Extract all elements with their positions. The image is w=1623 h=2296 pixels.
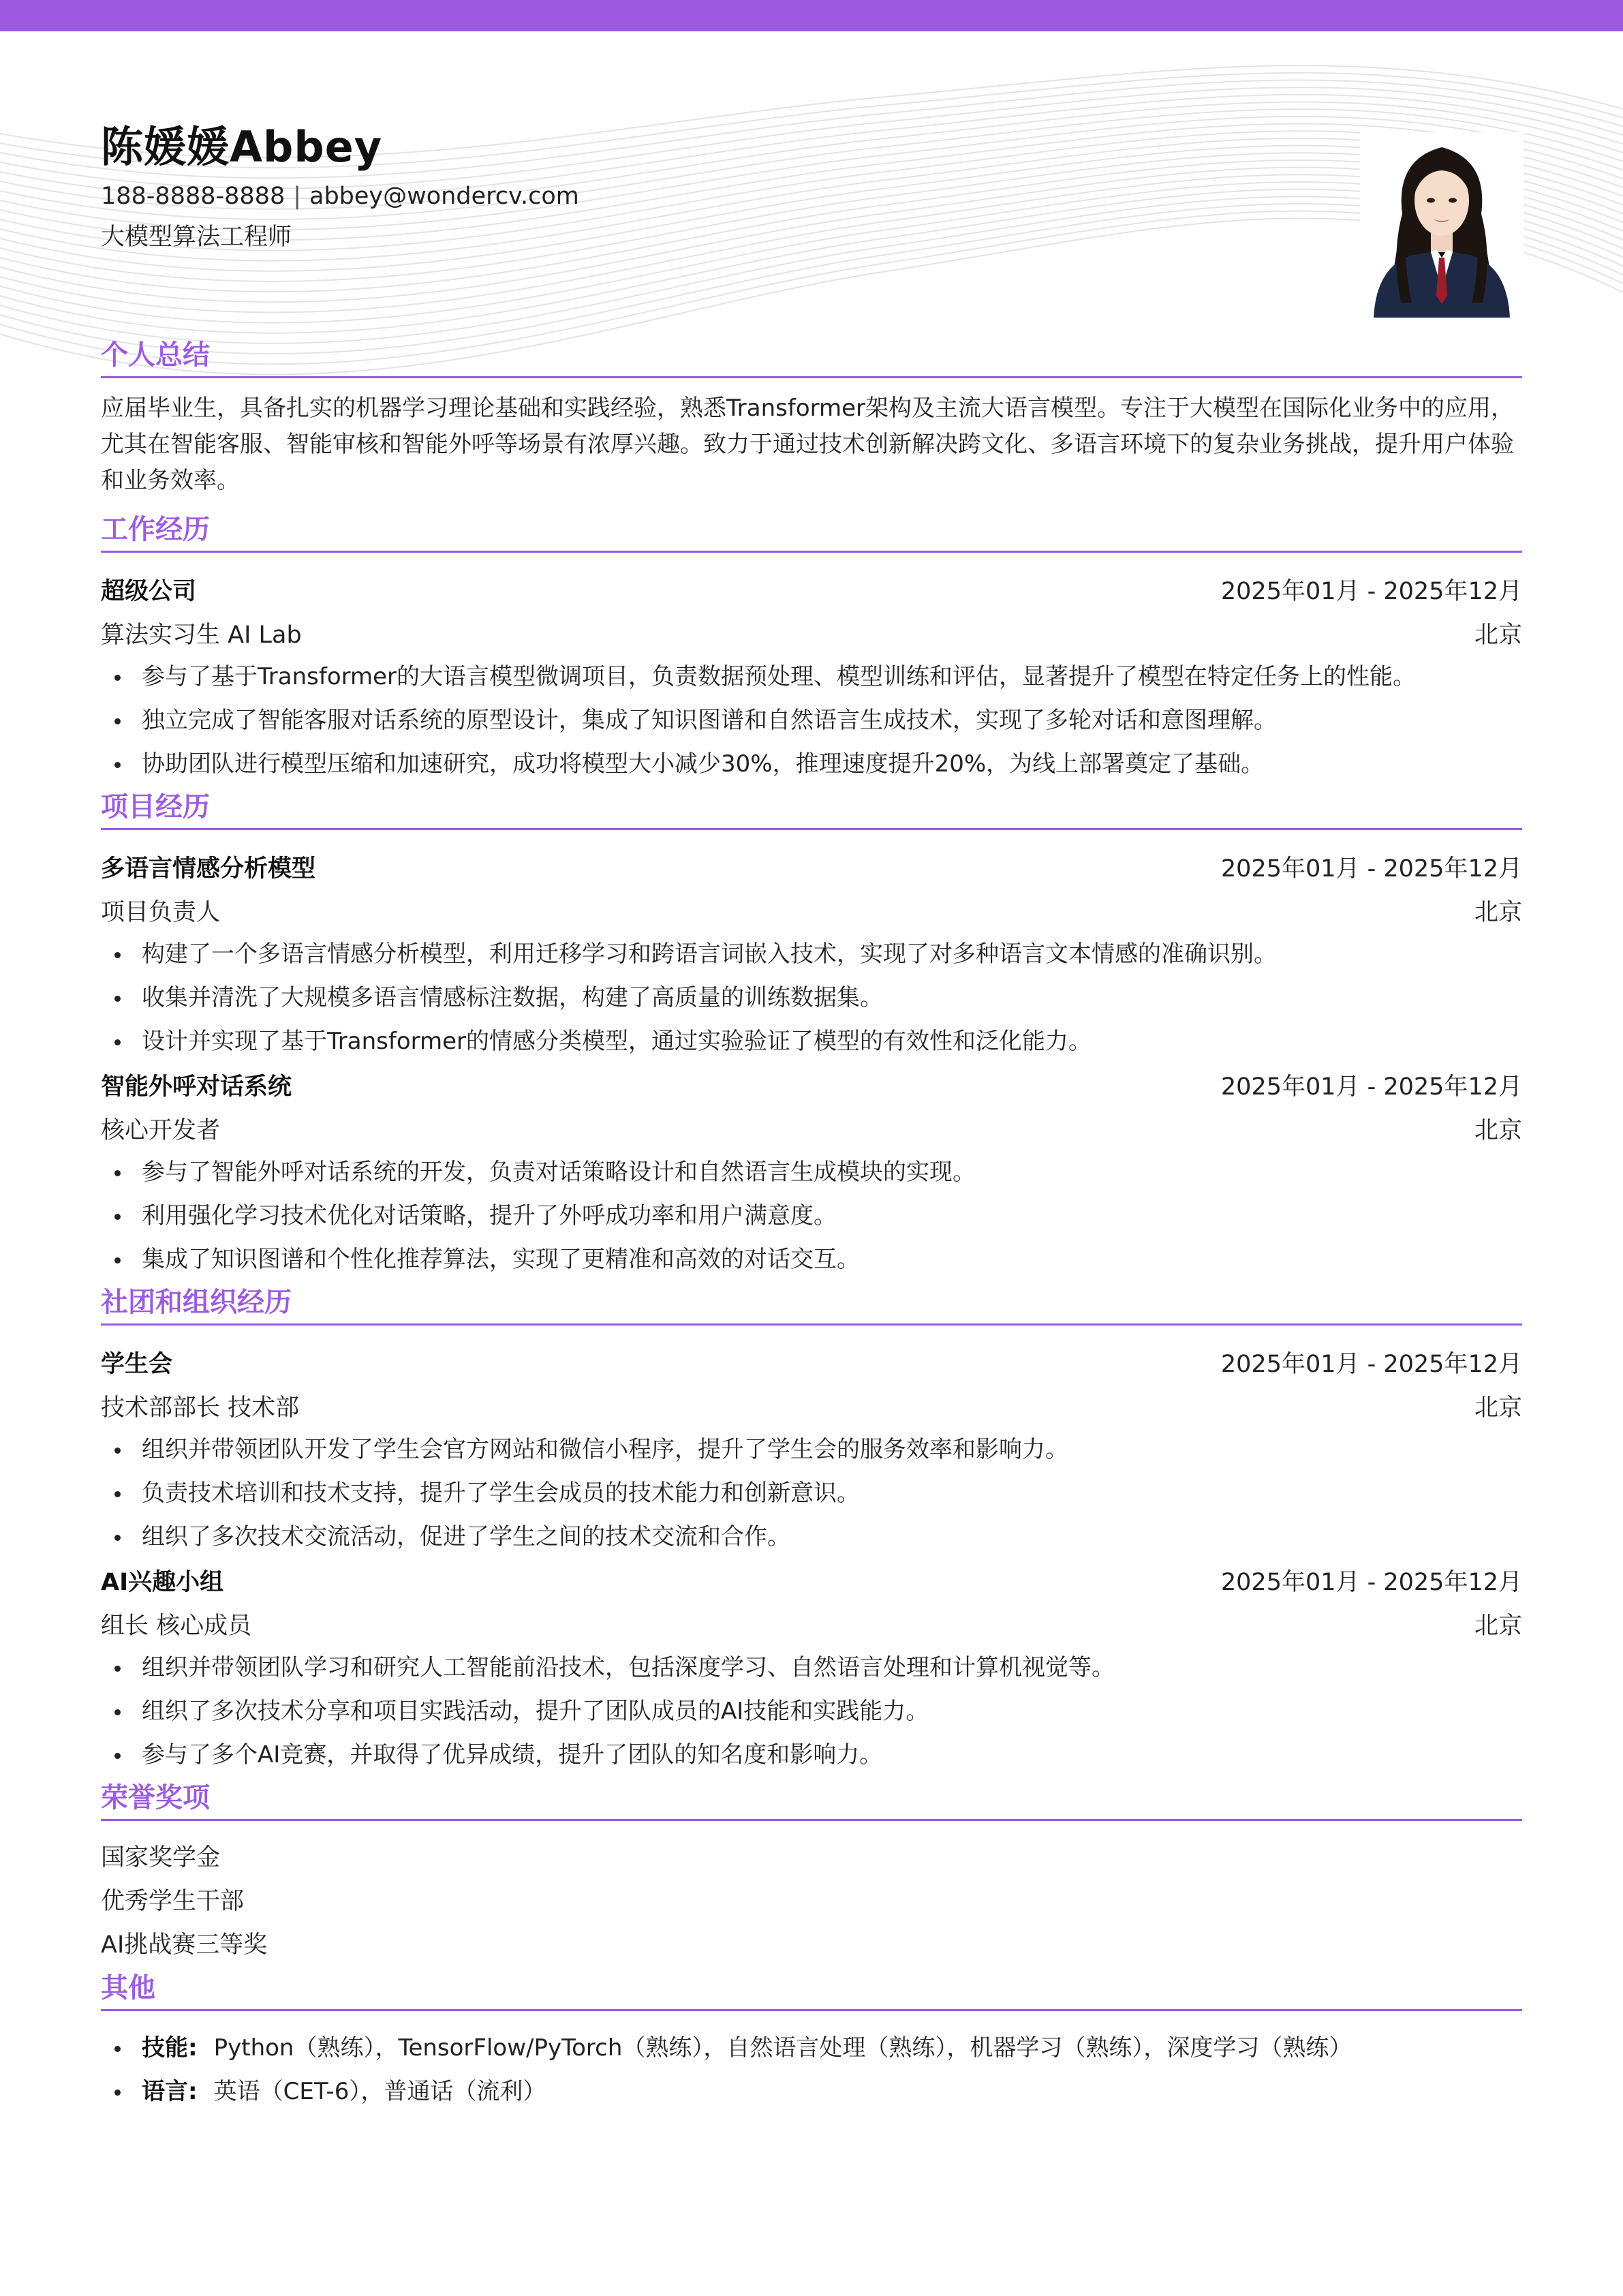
section-divider — [101, 1819, 1522, 1821]
entry-organization: 学生会 — [101, 1351, 173, 1378]
work-section — [101, 508, 1522, 786]
list-item: 参与了基于Transformer的大语言模型微调项目，负责数据预处理、模型训练和评估，显著提升了模型在特定任务上的性能。 — [101, 655, 1522, 699]
languages-label: 语言: — [142, 2078, 198, 2105]
other-list — [101, 2026, 1522, 2113]
section-divider — [101, 551, 1522, 553]
summary-text: 应届毕业生，具备扎实的机器学习理论基础和实践经验，熟悉Transformer架构及主流大语言模型。专注于大模型在国际化业务中的应用，尤其在智能客服、智能审核和智能外呼等场景有浓厚兴趣。致力于通过技术创新解决跨文化、多语言环境下的复杂业务挑战，提升用户体验和业务效率。 — [101, 395, 1515, 494]
project-entry — [101, 845, 1522, 1063]
entry-date: 2025年01月 - 2025年12月 — [1220, 1351, 1522, 1378]
entry-bullets — [101, 1428, 1522, 1559]
candidate-name: 陈媛媛Abbey — [101, 122, 383, 172]
project-entry — [101, 1063, 1522, 1281]
list-item: 组织了多次技术交流活动，促进了学生之间的技术交流和合作。 — [101, 1515, 1522, 1559]
awards-section — [101, 1777, 1522, 1967]
section-title: 社团和组织经历 — [101, 1287, 292, 1318]
entry-organization: 智能外呼对话系统 — [101, 1073, 292, 1101]
entry-organization: AI兴趣小组 — [101, 1569, 224, 1596]
entry-role: 算法实习生 AI Lab — [101, 622, 302, 649]
entry-bullets — [101, 1150, 1522, 1281]
resume-header — [101, 0, 1522, 334]
list-item: 独立完成了智能客服对话系统的原型设计，集成了知识图谱和自然语言生成技术，实现了多轮对话和意图理解。 — [101, 699, 1522, 742]
section-title: 个人总结 — [101, 339, 210, 371]
email-address: abbey@wondercv.com — [309, 183, 579, 210]
resume-page — [101, 0, 1522, 2113]
other-section — [101, 1967, 1522, 2113]
entry-date: 2025年01月 - 2025年12月 — [1220, 578, 1522, 605]
skills-value: Python（熟练），TensorFlow/PyTorch（熟练），自然语言处理（熟练），机器学习（熟练），深度学习（熟练） — [213, 2034, 1352, 2062]
section-title: 荣誉奖项 — [101, 1782, 210, 1813]
entry-role: 项目负责人 — [101, 899, 221, 926]
summary-section — [101, 334, 1522, 499]
section-divider — [101, 828, 1522, 830]
club-entry — [101, 1341, 1522, 1559]
list-item: 集成了知识图谱和个性化推荐算法，实现了更精准和高效的对话交互。 — [101, 1238, 1522, 1281]
projects-section — [101, 786, 1522, 1281]
entry-organization: 多语言情感分析模型 — [101, 855, 316, 883]
entry-location: 北京 — [1474, 1394, 1522, 1422]
list-item: 组织并带领团队学习和研究人工智能前沿技术，包括深度学习、自然语言处理和计算机视觉等。 — [101, 1646, 1522, 1689]
entry-date: 2025年01月 - 2025年12月 — [1220, 855, 1522, 883]
entry-bullets — [101, 1646, 1522, 1777]
contact-line — [101, 183, 579, 210]
entry-bullets — [101, 655, 1522, 786]
entry-date: 2025年01月 - 2025年12月 — [1220, 1569, 1522, 1596]
contact-separator: | — [293, 183, 302, 210]
entry-bullets — [101, 932, 1522, 1063]
skills-label: 技能: — [142, 2034, 198, 2062]
phone-number: 188-8888-8888 — [101, 183, 285, 210]
languages-value: 英语（CET-6），普通话（流利） — [213, 2078, 546, 2105]
list-item: 利用强化学习技术优化对话策略，提升了外呼成功率和用户满意度。 — [101, 1194, 1522, 1238]
clubs-section — [101, 1281, 1522, 1777]
section-divider — [101, 2009, 1522, 2011]
skills-item — [101, 2026, 1522, 2070]
section-divider — [101, 1323, 1522, 1326]
job-title: 大模型算法工程师 — [101, 224, 292, 251]
entry-location: 北京 — [1474, 899, 1522, 926]
list-item: 收集并清洗了大规模多语言情感标注数据，构建了高质量的训练数据集。 — [101, 976, 1522, 1020]
list-item: 负责技术培训和技术支持，提升了学生会成员的技术能力和创新意识。 — [101, 1471, 1522, 1515]
award-item: 国家奖学金 — [101, 1844, 221, 1871]
list-item: 组织并带领团队开发了学生会官方网站和微信小程序，提升了学生会的服务效率和影响力。 — [101, 1428, 1522, 1471]
award-item: AI挑战赛三等奖 — [101, 1931, 268, 1959]
list-item: 参与了智能外呼对话系统的开发，负责对话策略设计和自然语言生成模块的实现。 — [101, 1150, 1522, 1194]
entry-location: 北京 — [1474, 1117, 1522, 1144]
entry-location: 北京 — [1474, 1612, 1522, 1640]
entry-role: 核心开发者 — [101, 1117, 221, 1144]
entry-organization: 超级公司 — [101, 578, 197, 605]
languages-item — [101, 2070, 1522, 2113]
list-item: 构建了一个多语言情感分析模型，利用迁移学习和跨语言词嵌入技术，实现了对多种语言文本情感的准确识别。 — [101, 932, 1522, 976]
section-divider — [101, 376, 1522, 378]
work-entry — [101, 568, 1522, 786]
entry-role: 技术部部长 技术部 — [101, 1394, 300, 1422]
list-item: 设计并实现了基于Transformer的情感分类模型，通过实验验证了模型的有效性和泛化能力。 — [101, 1020, 1522, 1063]
list-item: 协助团队进行模型压缩和加速研究，成功将模型大小减少30%，推理速度提升20%，为线上部署奠定了基础。 — [101, 742, 1522, 786]
club-entry — [101, 1559, 1522, 1777]
entry-role: 组长 核心成员 — [101, 1612, 252, 1640]
section-title: 工作经历 — [101, 514, 210, 545]
profile-photo — [1360, 132, 1524, 318]
entry-date: 2025年01月 - 2025年12月 — [1220, 1073, 1522, 1101]
section-title: 项目经历 — [101, 791, 210, 823]
award-item: 优秀学生干部 — [101, 1888, 245, 1915]
entry-location: 北京 — [1474, 622, 1522, 649]
list-item: 组织了多次技术分享和项目实践活动，提升了团队成员的AI技能和实践能力。 — [101, 1689, 1522, 1733]
section-title: 其他 — [101, 1972, 155, 2004]
list-item: 参与了多个AI竞赛，并取得了优异成绩，提升了团队的知名度和影响力。 — [101, 1733, 1522, 1777]
